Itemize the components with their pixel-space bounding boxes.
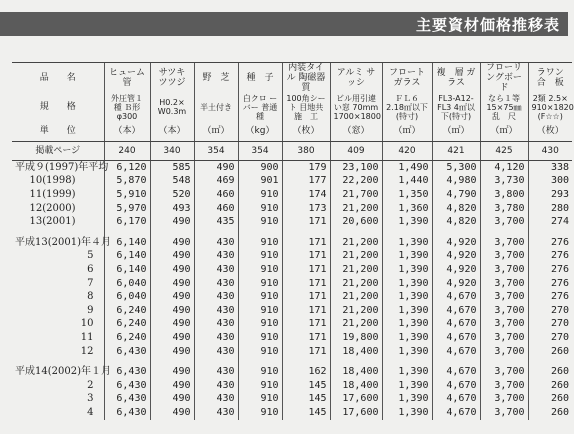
table-cell: 4,920 [432, 250, 480, 264]
column-header-unit: （窓） [330, 121, 382, 142]
table-cell: 490 [150, 379, 194, 393]
column-header-page: 340 [150, 142, 194, 161]
table-cell: 490 [150, 365, 194, 379]
table-cell: 276 [528, 263, 572, 277]
table-cell: 490 [150, 331, 194, 345]
table-cell: 171 [282, 304, 330, 318]
column-header-page: 240 [104, 142, 150, 161]
table-cell: 23,100 [330, 161, 382, 175]
table-cell: 490 [150, 318, 194, 332]
row-label: 11 [80, 331, 94, 343]
column-header-spec: なら１等 15×75㎜ 乱 尺 [480, 93, 528, 121]
column-header-unit: （㎡） [382, 121, 432, 142]
table-cell: 260 [528, 345, 572, 359]
table-row [12, 263, 572, 277]
table-cell: 5,870 [104, 175, 150, 189]
table-cell: 6,040 [104, 277, 150, 291]
row-label: 13(2001) [29, 216, 76, 228]
table-cell: 490 [150, 277, 194, 291]
table-cell: 171 [282, 318, 330, 332]
header-row-unit [12, 121, 572, 142]
table-cell: 430 [194, 236, 238, 250]
table-cell: 4,670 [432, 331, 480, 345]
table-cell: 179 [282, 161, 330, 175]
table-cell: 21,200 [330, 202, 382, 216]
table-body [12, 161, 572, 420]
table-cell: 493 [150, 202, 194, 216]
table-cell: 6,240 [104, 304, 150, 318]
table-cell: 270 [528, 304, 572, 318]
table-cell: 4,670 [432, 290, 480, 304]
table-cell: 22,200 [330, 175, 382, 189]
table-cell: 910 [238, 202, 282, 216]
table-cell: 430 [194, 318, 238, 332]
table-cell: 910 [238, 406, 282, 420]
table-cell: 1,390 [382, 345, 432, 359]
table-cell: 1,390 [382, 331, 432, 345]
table-cell: 3,700 [480, 365, 528, 379]
table-cell: 4,670 [432, 393, 480, 407]
table-cell: 490 [150, 304, 194, 318]
row-label: 2 [87, 379, 94, 391]
column-header-spec: 2類 2.5× 910×1820 (F☆☆) [528, 93, 572, 121]
row-header-label: 規 格 [39, 102, 76, 112]
table-cell: 4,670 [432, 345, 480, 359]
column-header-page: 425 [480, 142, 528, 161]
table-cell: 21,200 [330, 236, 382, 250]
table-cell: 5,970 [104, 202, 150, 216]
table-cell: 4,920 [432, 263, 480, 277]
column-header-spec: 半土付き [194, 93, 238, 121]
column-header-page: 420 [382, 142, 432, 161]
column-header-name: ラワン 合 板 [528, 63, 572, 94]
table-cell: 1,390 [382, 236, 432, 250]
table-cell: 21,200 [330, 290, 382, 304]
table-cell: 1,390 [382, 379, 432, 393]
table-cell: 145 [282, 379, 330, 393]
table-cell: 430 [194, 379, 238, 393]
table-cell: 520 [150, 188, 194, 202]
table-cell: 910 [238, 331, 282, 345]
column-header-page: 380 [282, 142, 330, 161]
column-header-spec: ＦＬ６ 2.18㎡以下 (特寸) [382, 93, 432, 121]
table-cell: 430 [194, 277, 238, 291]
table-cell: 490 [150, 215, 194, 229]
table-cell: 276 [528, 236, 572, 250]
table-cell: 6,140 [104, 250, 150, 264]
table-cell: 1,490 [382, 161, 432, 175]
table-cell: 469 [194, 175, 238, 189]
column-header-page: 354 [194, 142, 238, 161]
table-cell: 338 [528, 161, 572, 175]
row-header-label: 単 位 [12, 121, 104, 142]
row-label: 10(1998) [29, 175, 76, 187]
table-cell: 490 [150, 236, 194, 250]
table-cell: 260 [528, 365, 572, 379]
table-cell: 4,120 [480, 161, 528, 175]
table-cell: 3,730 [480, 175, 528, 189]
table-cell: 3,700 [480, 393, 528, 407]
table-cell: 3,700 [480, 379, 528, 393]
table-cell: 171 [282, 345, 330, 359]
group-spacer [12, 358, 572, 365]
table-cell: 3,800 [480, 188, 528, 202]
column-header-unit: （枚） [282, 121, 330, 142]
table-cell: 17,600 [330, 406, 382, 420]
row-label: 10 [80, 318, 94, 330]
table-row [12, 290, 572, 304]
table-cell: 1,360 [382, 202, 432, 216]
table-cell: 435 [194, 215, 238, 229]
table-cell: 274 [528, 215, 572, 229]
table-row [12, 161, 572, 175]
table-cell: 260 [528, 406, 572, 420]
column-header-name: 内装タイル 陶磁器質 [282, 63, 330, 94]
column-header-name: フローリ ングボー ド [480, 63, 528, 94]
table-cell: 5,300 [432, 161, 480, 175]
table-row [12, 304, 572, 318]
table-row [12, 188, 572, 202]
table-row [12, 250, 572, 264]
table-cell: 460 [194, 202, 238, 216]
table-cell: 910 [238, 345, 282, 359]
table-cell: 3,700 [480, 318, 528, 332]
table-cell: 4,670 [432, 406, 480, 420]
column-header-unit: （本） [104, 121, 150, 142]
table-row [12, 379, 572, 393]
table-cell: 6,170 [104, 215, 150, 229]
table-cell: 1,390 [382, 263, 432, 277]
row-label: 5 [87, 250, 94, 262]
table-cell: 171 [282, 290, 330, 304]
table-cell: 490 [194, 161, 238, 175]
table-cell: 270 [528, 318, 572, 332]
table-cell: 174 [282, 188, 330, 202]
table-cell: 430 [194, 331, 238, 345]
table-cell: 21,200 [330, 250, 382, 264]
table-cell: 20,600 [330, 215, 382, 229]
table-cell: 260 [528, 379, 572, 393]
table-cell: 3,700 [480, 331, 528, 345]
table-row [12, 175, 572, 189]
table-cell: 4,670 [432, 318, 480, 332]
table-cell: 276 [528, 277, 572, 291]
column-header-unit: （㎡） [194, 121, 238, 142]
table-cell: 171 [282, 277, 330, 291]
row-label: 11(1999) [29, 188, 76, 200]
table-cell: 6,140 [104, 236, 150, 250]
price-table [12, 62, 572, 420]
table-cell: 901 [238, 175, 282, 189]
table-cell: 1,390 [382, 290, 432, 304]
header-row-spec [12, 93, 572, 121]
table-cell: 293 [528, 188, 572, 202]
column-header-name: アルミ サッシ [330, 63, 382, 94]
table-cell: 3,700 [480, 406, 528, 420]
row-header-label: 掲載ページ [12, 142, 104, 161]
table-cell: 1,390 [382, 406, 432, 420]
table-cell: 6,430 [104, 393, 150, 407]
column-header-name: ヒューム管 [104, 63, 150, 94]
table-cell: 1,390 [382, 304, 432, 318]
table-row [12, 277, 572, 291]
table-cell: 910 [238, 318, 282, 332]
table-cell: 585 [150, 161, 194, 175]
table-cell: 21,200 [330, 277, 382, 291]
header-row-name [12, 63, 572, 94]
column-header-spec: 100角シート 目地共 施 工 [282, 93, 330, 121]
table-cell: 4,820 [432, 215, 480, 229]
table-cell: 171 [282, 236, 330, 250]
table-cell: 910 [238, 290, 282, 304]
table-cell: 1,390 [382, 250, 432, 264]
table-cell: 4,670 [432, 379, 480, 393]
table-cell: 6,430 [104, 345, 150, 359]
column-header-name: フロート ガラス [382, 63, 432, 94]
table-cell: 910 [238, 236, 282, 250]
table-cell: 4,920 [432, 236, 480, 250]
table-cell: 18,400 [330, 365, 382, 379]
table-cell: 21,200 [330, 263, 382, 277]
table-cell: 145 [282, 406, 330, 420]
table-cell: 3,780 [480, 202, 528, 216]
table-cell: 6,040 [104, 290, 150, 304]
table-row [12, 318, 572, 332]
column-header-name: 複 層 ガラス [432, 63, 480, 94]
table-cell: 6,430 [104, 406, 150, 420]
table-cell: 3,700 [480, 345, 528, 359]
row-header-label: 品 名 [12, 63, 104, 94]
table-cell: 3,700 [480, 236, 528, 250]
table-cell: 6,430 [104, 379, 150, 393]
column-header-spec: FL3-A12-FL3 4㎡以 下(特寸) [432, 93, 480, 121]
table-cell: 3,700 [480, 277, 528, 291]
table-cell: 6,430 [104, 365, 150, 379]
table-cell: 280 [528, 202, 572, 216]
table-cell: 1,390 [382, 215, 432, 229]
table-cell: 21,700 [330, 188, 382, 202]
column-header-page: 409 [330, 142, 382, 161]
table-cell: 3,700 [480, 263, 528, 277]
column-header-unit: （本） [150, 121, 194, 142]
table-cell: 430 [194, 263, 238, 277]
table-cell: 145 [282, 393, 330, 407]
table-cell: 910 [238, 304, 282, 318]
table-cell: 4,670 [432, 304, 480, 318]
table-cell: 260 [528, 393, 572, 407]
row-label: 12 [80, 345, 94, 357]
table-cell: 6,240 [104, 318, 150, 332]
table-cell: 430 [194, 345, 238, 359]
table-cell: 1,390 [382, 277, 432, 291]
table-cell: 910 [238, 263, 282, 277]
row-label: 7 [87, 277, 94, 289]
table-cell: 5,910 [104, 188, 150, 202]
group-spacer [12, 229, 572, 236]
table-cell: 300 [528, 175, 572, 189]
table-cell: 490 [150, 393, 194, 407]
table-cell: 460 [194, 188, 238, 202]
title-banner [0, 12, 568, 36]
table-cell: 21,200 [330, 304, 382, 318]
table-row [12, 331, 572, 345]
row-label: 9 [87, 304, 94, 316]
table-row [12, 393, 572, 407]
table-cell: 490 [150, 290, 194, 304]
table-cell: 6,120 [104, 161, 150, 175]
table-cell: 490 [150, 345, 194, 359]
table-cell: 4,790 [432, 188, 480, 202]
table-cell: 430 [194, 406, 238, 420]
table-cell: 900 [238, 161, 282, 175]
table-cell: 18,400 [330, 345, 382, 359]
table-cell: 910 [238, 365, 282, 379]
table-cell: 171 [282, 331, 330, 345]
table-cell: 270 [528, 331, 572, 345]
table-cell: 171 [282, 215, 330, 229]
table-cell: 276 [528, 290, 572, 304]
table-cell: 430 [194, 393, 238, 407]
table-cell: 910 [238, 277, 282, 291]
column-header-name: 野 芝 [194, 63, 238, 94]
table-cell: 18,400 [330, 379, 382, 393]
table-cell: 19,800 [330, 331, 382, 345]
table-row [12, 365, 572, 379]
column-header-spec: 外圧管１種 Ｂ形 φ300 [104, 93, 150, 121]
table-cell: 1,390 [382, 393, 432, 407]
table-cell: 276 [528, 250, 572, 264]
table-cell: 3,700 [480, 304, 528, 318]
table-row [12, 202, 572, 216]
column-header-unit: （㎡） [480, 121, 528, 142]
table-cell: 910 [238, 250, 282, 264]
table-cell: 3,700 [480, 215, 528, 229]
table-cell: 21,200 [330, 318, 382, 332]
table-cell: 4,670 [432, 365, 480, 379]
table-cell: 162 [282, 365, 330, 379]
column-header-page: 421 [432, 142, 480, 161]
row-label: 平成13(2001)年４月 [15, 236, 111, 248]
page-title: 主要資材価格推移表 [415, 16, 560, 34]
table-row [12, 406, 572, 420]
table-cell: 548 [150, 175, 194, 189]
table-cell: 910 [238, 379, 282, 393]
table-cell: 430 [194, 365, 238, 379]
table-cell: 430 [194, 304, 238, 318]
table-cell: 177 [282, 175, 330, 189]
column-header-unit: （枚） [528, 121, 572, 142]
table-cell: 3,700 [480, 290, 528, 304]
column-header-unit: （㎡） [432, 121, 480, 142]
row-label: 平成９(1997)年平均 [15, 161, 109, 173]
row-label: 平成14(2002)年１月 [15, 366, 111, 378]
table-cell: 490 [150, 406, 194, 420]
table-cell: 490 [150, 263, 194, 277]
table-cell: 6,240 [104, 331, 150, 345]
row-label: 3 [87, 393, 94, 405]
table-cell: 1,350 [382, 188, 432, 202]
table-cell: 4,920 [432, 277, 480, 291]
table-cell: 171 [282, 263, 330, 277]
row-label: 8 [87, 291, 94, 303]
column-header-unit: （kg） [238, 121, 282, 142]
table-cell: 4,820 [432, 202, 480, 216]
table-cell: 910 [238, 188, 282, 202]
table-cell: 1,390 [382, 318, 432, 332]
row-label: 12(2000) [29, 202, 76, 214]
table-cell: 3,700 [480, 250, 528, 264]
column-header-spec: ビル用引違 い窓 70mm 1700×1800 [330, 93, 382, 121]
table-cell: 430 [194, 250, 238, 264]
table-cell: 1,390 [382, 365, 432, 379]
table-cell: 430 [194, 290, 238, 304]
table-cell: 171 [282, 250, 330, 264]
table-cell: 1,440 [382, 175, 432, 189]
table-row [12, 215, 572, 229]
column-header-name: サツキ ツツジ [150, 63, 194, 94]
column-header-name: 種 子 [238, 63, 282, 94]
row-label: 6 [87, 263, 94, 275]
table-cell: 910 [238, 393, 282, 407]
table-row [12, 345, 572, 359]
table-cell: 490 [150, 250, 194, 264]
table-cell: 17,600 [330, 393, 382, 407]
table-cell: 173 [282, 202, 330, 216]
column-header-page: 430 [528, 142, 572, 161]
table-cell: 4,980 [432, 175, 480, 189]
column-header-page: 354 [238, 142, 282, 161]
column-header-spec: 白クロ ーバー 普通種 [238, 93, 282, 121]
column-header-spec: H0.2× W0.3m [150, 93, 194, 121]
row-label: 4 [87, 406, 94, 418]
table-cell: 6,140 [104, 263, 150, 277]
table-cell: 910 [238, 215, 282, 229]
table-row [12, 236, 572, 250]
header-row-page [12, 142, 572, 161]
